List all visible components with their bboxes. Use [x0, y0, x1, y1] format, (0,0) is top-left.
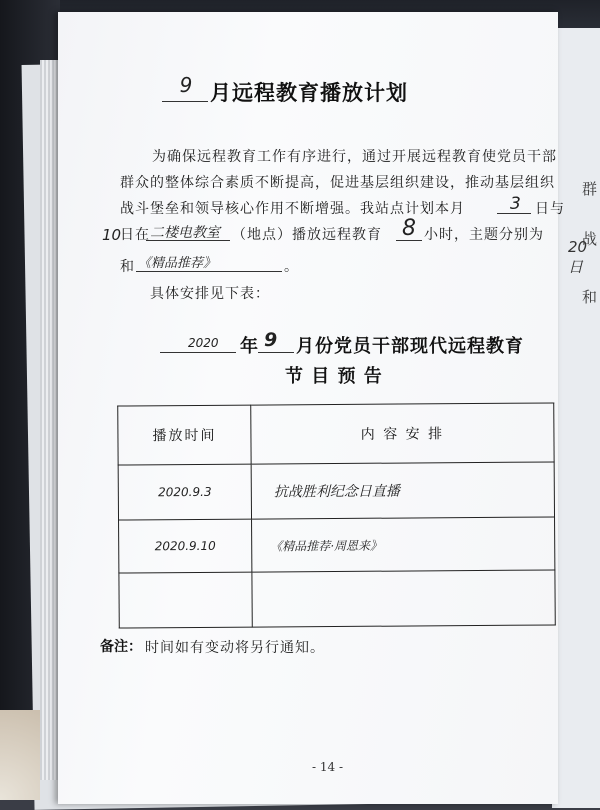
row-date: 2020.9.10: [119, 519, 252, 573]
hours-handwritten: 8: [402, 216, 416, 241]
day-handwritten: 3: [510, 194, 521, 214]
thumb-blur: [0, 710, 40, 800]
row-content: 《精品推荐·周恩来》: [252, 517, 555, 572]
notice-month-underline: [258, 352, 294, 353]
topic-handwritten: 《精品推荐》: [138, 256, 217, 271]
intro-line-3: 战斗堡垒和领导核心作用不断增强。我站点计划本月: [120, 201, 465, 217]
page-number: - 14 -: [312, 760, 344, 774]
intro-line-4-start: 日在: [120, 227, 150, 243]
place-underline: [146, 240, 230, 241]
title-month-handwritten: 9: [179, 73, 193, 97]
intro-line-6: 具体安排见下表：: [150, 286, 270, 302]
table-row: [118, 462, 554, 520]
row-content: [252, 570, 555, 627]
day2-handwritten: 10: [102, 226, 122, 244]
header-content: 内 容 安 排: [251, 403, 554, 464]
topic-underline: [136, 271, 282, 272]
notice-year-underline: [160, 352, 236, 353]
notice-title: 月份党员干部现代远程教育: [296, 336, 524, 357]
notice-year-suffix: 年: [240, 336, 259, 357]
facing-page: [552, 28, 600, 808]
note-label: 备注：: [100, 639, 142, 655]
note-text: 时间如有变动将另行通知。: [145, 640, 325, 656]
facing-page-handwriting: 20 日: [568, 238, 588, 276]
page-title: 月远程教育播放计划: [210, 80, 408, 105]
table-row: [119, 517, 555, 573]
table-row: [119, 570, 555, 628]
facing-page-char: 和: [582, 288, 598, 306]
table-header-row: [118, 403, 554, 465]
schedule-table: [117, 402, 556, 628]
intro-line-4-end: 小时，主题分别为: [424, 227, 544, 243]
facing-page-char: 战: [582, 230, 598, 248]
header-time: 播放时间: [118, 405, 251, 465]
intro-line-5-start: 和: [120, 259, 135, 275]
notice-subtitle: 节 目 预 告: [285, 366, 383, 387]
intro-line-1: 为确保远程教育工作有序进行，通过开展远程教育使党员干部: [152, 149, 557, 165]
row-date: [119, 572, 252, 628]
place-handwritten: 二楼电教室: [150, 225, 220, 241]
facing-page-char: 群: [582, 180, 598, 198]
notice-year-handwritten: 2020: [188, 336, 219, 350]
row-date: 2020.9.3: [118, 464, 251, 520]
day-underline: [497, 213, 531, 214]
intro-line-4-mid: （地点）播放远程教育: [232, 227, 382, 243]
title-month-underline: [162, 101, 208, 102]
notice-month-handwritten: 9: [264, 329, 278, 351]
hours-underline: [396, 240, 422, 241]
intro-line-3-end: 日与: [535, 201, 565, 217]
row-content: 抗战胜利纪念日直播: [251, 462, 554, 519]
intro-line-5-end: 。: [284, 259, 299, 275]
intro-line-2: 群众的整体综合素质不断提高，促进基层组织建设，推动基层组织: [120, 175, 555, 191]
